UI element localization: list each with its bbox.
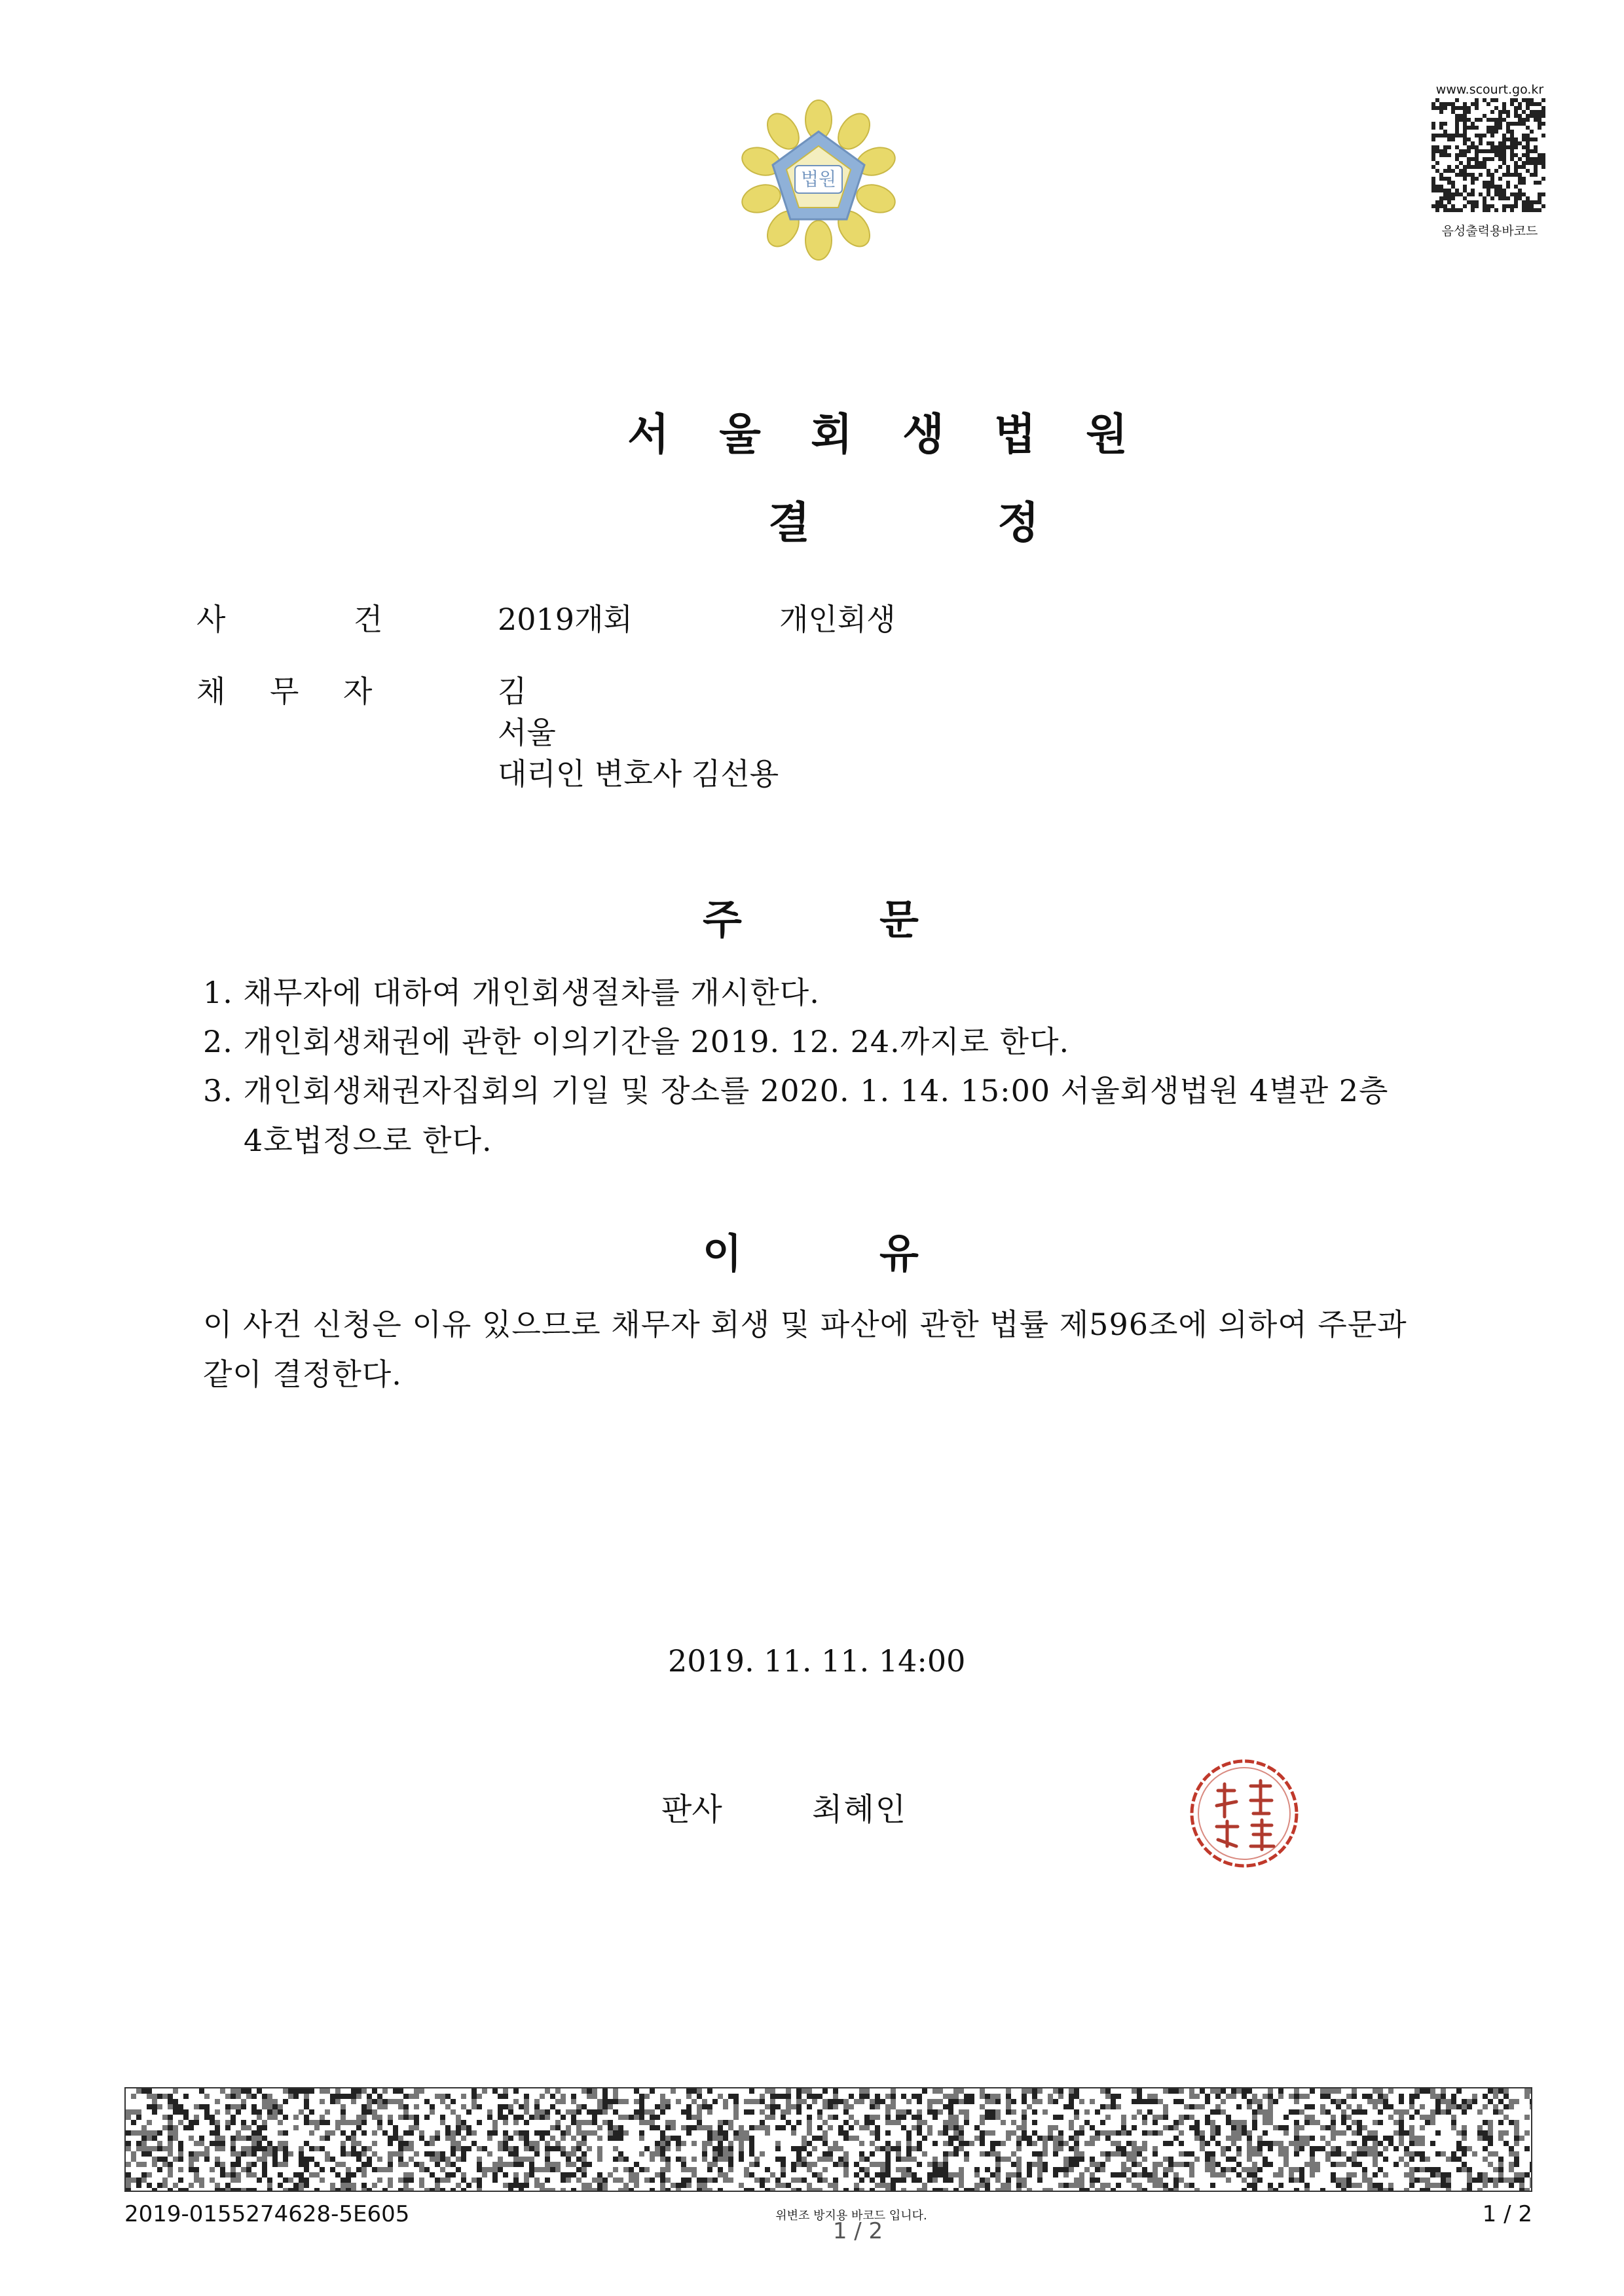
decision-date: 2019. 11. 11. 14:00 [668,1643,966,1679]
debtor-address: 서울 [498,715,556,750]
judge-seal-icon [1185,1755,1303,1872]
case-label: 사 건 [196,602,383,637]
court-emblem-icon [733,98,904,262]
barcode-note: 위변조 방지용 바코드 입니다. [775,2209,927,2223]
order-item: 1. 채무자에 대하여 개인회생절차를 개시한다. [203,975,820,1010]
reason-heading: 이 유 [703,1230,919,1277]
debtor-agent: 대리인 변호사 김선용 [498,756,779,792]
judge-title: 판사 [661,1791,722,1828]
court-name: 서 울 회 생 법 원 [627,409,1128,460]
decision-title: 결 정 [768,497,1039,548]
emblem-text: 법원 [800,168,837,190]
judge-name: 최혜인 [812,1791,908,1828]
case-row [196,596,896,639]
reason-text: 이 사건 신청은 이유 있으므로 채무자 회생 및 파산에 관한 법률 제596조에 의하여 주문과 같이 결정한다. [203,1307,1407,1392]
page-number-right: 1 / 2 [1482,2201,1532,2227]
order-heading: 주 문 [703,896,919,943]
order-item-3-continuation: 4호법정으로 한다. [244,1123,492,1158]
order-item: 2. 개인회생채권에 관한 이의기간을 2019. 12. 24.까지로 한다. [203,1024,1070,1059]
order-item [203,1066,1434,1165]
page-number-center: 1 / 2 [832,2218,883,2244]
qr-url-label: www.scourt.go.kr [1435,82,1544,97]
qr-caption: 음성출력용바코드 [1441,224,1538,238]
debtor-name: 김 [498,674,527,709]
case-number: 2019개회 [498,602,633,637]
qr-code-icon [1431,98,1545,212]
case-type: 개인회생 [779,602,896,637]
document-id: 2019-0155274628-5E605 [124,2201,410,2227]
security-barcode-icon [124,2087,1532,2192]
debtor-label: 채 무 자 [196,674,373,709]
order-item-3-text: 3. 개인회생채권자집회의 기일 및 장소를 2020. 1. 14. 15:00 서울회생법원 4별관 2층 [203,1073,1389,1108]
